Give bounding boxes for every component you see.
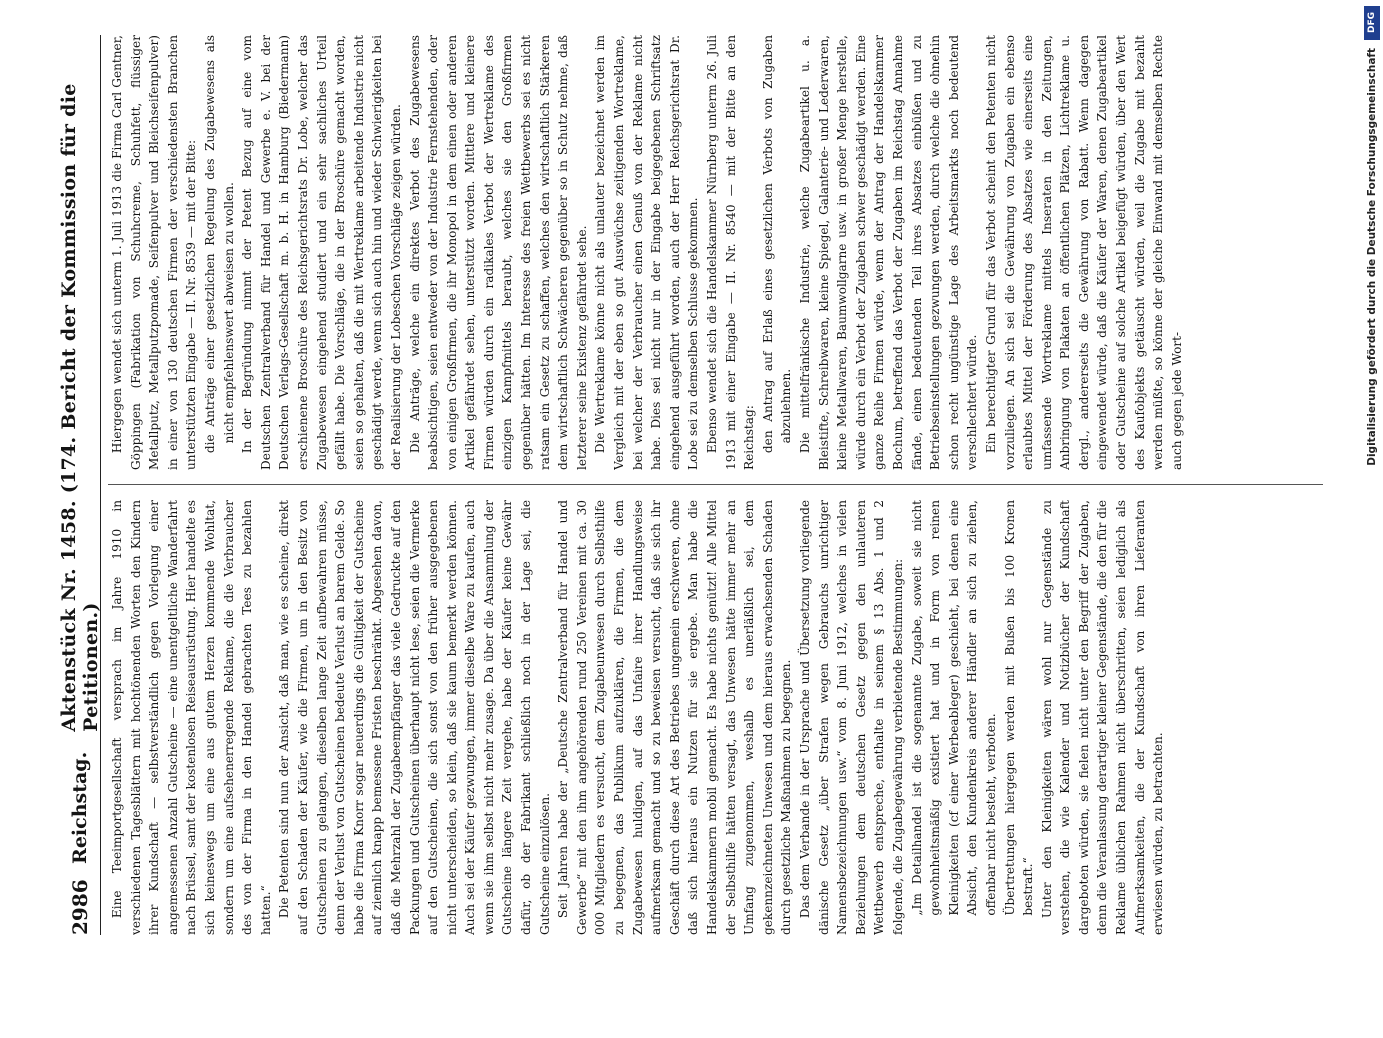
left-column bbox=[108, 500, 1323, 935]
dfg-logo: DFG bbox=[1364, 6, 1380, 40]
page-title: Aktenstück Nr. 1458. (174. Bericht der Kommission für die Petitionen.) bbox=[58, 83, 102, 732]
digitization-note: Digitalisierung gefördert durch die Deutsche Forschungsgemeinschaft bbox=[1366, 48, 1378, 466]
paragraph: Eine Teeimportgesellschaft versprach im Jahre 1910 in verschiedenen Tagesblättern mit hochtönenden Worten den Kindern ihrer Kundschaft — selbstverständlich gegen Vorlegung einer angemessenen Anzahl Gutscheine — eine unentgeltliche Wanderfahrt nach Brüssel, samt der kostenlosen Reiseausrüstung. Hier handelte es sich keineswegs um eine aus gutem Herzen kommende Wohltat, sondern um eine aufsehenerregende Reklame, die die Verbraucher des von der Firma in den Handel gebrachten Tees zu bezahlen hatten.“ bbox=[110, 500, 273, 935]
petition-request: die Anträge einer gesetzlichen Regelung des Zugabewesens als nicht empfehlenswert abweisen zu wollen. bbox=[202, 35, 236, 454]
quoted-law: Übertretungen hiergegen werden mit Bußen bis 100 Kronen bestraft.“ bbox=[1002, 500, 1036, 916]
document-page bbox=[60, 35, 1330, 935]
paragraph: Ebenso wendet sich die Handelskammer Nürnberg unterm 26. Juli 1913 mit einer Eingabe — II. Nr. 8540 — mit der Bitte an den Reichstag: bbox=[705, 35, 757, 470]
paragraph: In der Begründung nimmt der Petent Bezug auf eine vom Deutschen Zentralverband für Handel und Gewerbe e. V. bei der Deutschen Verlags-Gesellschaft m. b. H. in Hamburg (Biedermann) erschienene Broschüre des Reichsgerichtsrats Dr. Lobe, welcher das Zugabewesen eingehend studiert und ein sehr sachliches Urteil gefällt habe. Die Vorschläge, die in der Broschüre gemacht worden, seien so gehalten, daß die mit Wertreklame arbeitende Industrie nicht geschädigt werde, wenn sich auch hin und wieder Schwierigkeiten bei der Realisierung der Lobeschen Vorschläge zeigen würden. bbox=[240, 35, 403, 470]
paragraph: Seit Jahren habe der „Deutsche Zentralverband für Handel und Gewerbe“ mit den ihm angehörenden rund 250 Vereinen mit ca. 30 000 Mitgliedern es versucht, dem Zugabeunwesen durch Selbsthilfe zu begegnen, das Publikum aufzuklären, die Firmen, die dem Zugabewesen huldigen, auf das Unfaire ihrer Handlungsweise aufmerksam gemacht und so zu beweisen versucht, daß sie sich ihr Geschäft durch diese Art des Betriebes ungemein erschweren, ohne daß sich hieraus ein Nutzen für sie ergebe. Man habe die Handelskammern mobil gemacht. Es habe nichts genützt! Alle Mittel der Selbsthilfe hätten versagt, das Unwesen hätte immer mehr an Umfang zugenommen, weshalb es unerläßlich sei, dem gekennzeichneten Unwesen und dem hieraus erwachsenden Schaden durch gesetzliche Maßnahmen zu begegnen. bbox=[556, 500, 794, 935]
paragraph: Die mittelfränkische Industrie, welche Zugabeartikel u. a. Bleistifte, Schreibwaren, kleine Spiegel, Galanterie- und Lederwaren, kleine Metallwaren, Baumwollgarne usw. in großer Menge herstelle, würde durch ein Verbot der Zugaben schwer geschädigt werden. Eine ganze Reihe Firmen würde, wenn der Antrag der Handelskammer Bochum, betreffend das Verbot der Zugaben im Reichstag Annahme fände, einen bedeutenden Teil ihres Absatzes einbüßen und zu Betriebseinstellungen gezwungen werden, durch welche die ohnehin schon recht ungünstige Lage des Arbeitsmarkts noch bedeutend verschlechtert würde. bbox=[797, 35, 980, 470]
paragraph: Unter den Kleinigkeiten wären wohl nur Gegenstände zu verstehen, die wie Kalender und Notizbücher der Kundschaft dargeboten würden, sie fielen nicht unter den Begriff der Zugaben, denn die Veranlassung derartiger kleiner Gegenstände, die den für die Reklame üblichen Rahmen nicht überschritten, seien lediglich als Aufmerksamkeiten, die der Kundschaft von ihren Lieferanten erwiesen würden, zu betrachten. bbox=[1039, 500, 1166, 935]
paragraph: Die Petenten sind nun der Ansicht, daß man, wie es scheine, direkt auf den Schaden der Käufer, wie die Firmen, um in den Besitz von Gutscheinen zu gelangen, dieselben lange Zeit aufbewahren müsse, denn der Verlust von Gutscheinen bedeute Verlust an barem Gelde. So habe die Firma Knorr sogar neuerdings die Gültigkeit der Gutscheine auf ziemlich knapp bemessene Fristen beschränkt. Abgesehen davon, daß die Mehrzahl der Zugabeempfänger das viele Gedruckte auf den Packungen und Gutscheinen überhaupt nicht lese, seien die Vermerke auf den Gutscheinen, die sich sonst von den früher ausgegebenen nicht unterscheiden, so klein, daß sie kaum bemerkt werden können. Auch sei der Käufer gezwungen, immer dieselbe Ware zu kaufen, auch wenn sie ihm selbst nicht mehr zusage. Da über die Ansammlung der Gutscheine längere Zeit vergehe, habe der Käufer keine Gewähr dafür, ob der Fabrikant schließlich noch in der Lage sei, die Gutscheine einzulösen. bbox=[277, 500, 552, 935]
right-column bbox=[108, 35, 1323, 470]
header-label: Reichstag. bbox=[69, 751, 91, 864]
petition-request: den Antrag auf Erlaß eines gesetzlichen Verbots von Zugaben abzulehnen. bbox=[760, 35, 794, 454]
page-number: 2986 bbox=[68, 879, 92, 935]
paragraph: Das dem Verbande in der Ursprache und Übersetzung vorliegende dänische Gesetz „über Strafen wegen Gebrauchs unrichtiger Namensbezeichnungen usw.“ vom 8. Juni 1912, welches in vielen Beziehungen dem deutschen Gesetz gegen den unlauteren Wettbewerb entspreche, enthalte in seinem § 13 Abs. 1 und 2 folgende, die Zugabegewährung verbietende Bestimmungen: bbox=[797, 500, 905, 935]
paragraph: Hiergegen wendet sich unterm 1. Juli 1913 die Firma Carl Gentner, Göppingen (Fabrikation von Schuhcreme, Schuhfett, flüssiger Metallputz, Metallputzpomade, Seifenpulver und Bleichseifenpulver) in einer von 130 deutschen Firmen der verschiedensten Branchen unterstützten Eingabe — II. Nr. 8539 — mit der Bitte: bbox=[110, 35, 199, 470]
paragraph: Die Anträge, welche ein direktes Verbot des Zugabewesens beabsichtigen, seien entweder von der Industrie Fernstehenden, oder von einigen Großfirmen, die ihr Monopol in dem einen oder anderen Artikel gefährdet sehen, unterstützt worden. Mittlere und kleinere Firmen würden durch ein radikales Verbot der Wertreklame des einzigen Kampfmittels beraubt, welches sie den Großfirmen gegenüber hätten. Im Interesse des freien Wettbewerbs sei es nicht ratsam ein Gesetz zu schaffen, welches den wirtschaftlich Stärkeren dem wirtschaftlich Schwächeren gegenüber so in Schutz nehme, daß letzterer seine Existenz gefährdet sehe. bbox=[407, 35, 589, 470]
paragraph: Die Wertreklame könne nicht als unlauter bezeichnet werden im Vergleich mit der eben so gut Auswüchse zeitigenden Wortreklame, bei welcher der Verbraucher einen Genuß von der Reklame nicht habe. Dies sei nicht nur in der Eingabe beigegebenen Schriftsatz eingehend ausgeführt worden, auch der Herr Reichsgerichtsrat Dr. Lobe sei zu demselben Schlusse gekommen. bbox=[593, 35, 701, 470]
column-divider bbox=[108, 484, 1323, 485]
paragraph: Ein berechtigter Grund für das Verbot scheint den Petenten nicht vorzuliegen. An sich sei die Gewährung von Zugaben ein ebenso erlaubtes Mittel der Förderung des Absatzes wie einerseits eine umfassende Wortreklame mittels Inseraten in den Zeitungen, Anbringung von Plakaten an öffentlichen Plätzen, Lichtreklame u. dergl., andererseits die Gewährung von Rabatt. Wenn dagegen eingewendet würde, daß die Käufer der Waren, denen Zugabeartikel oder Gutscheine auf solche Artikel beigefügt würden, über den Wert des Kaufobjekts getäuscht würden, weil die Zugabe mit bezahlt werden müßte, so könne der gleiche Einwand mit demselben Rechte auch gegen jede Wort- bbox=[983, 35, 1184, 470]
quoted-law: „Im Detailhandel ist die sogenannte Zugabe, soweit sie nicht gewohnheitsmäßig existiert hat und in Form von reinen Kleinigkeiten (cf einer Werbeableger) geschieht, bei denen eine Absicht, den Kundenkreis anderer Händler an sich zu ziehen, offenbar nicht besteht, verboten. bbox=[909, 500, 998, 916]
page-header bbox=[60, 35, 101, 935]
